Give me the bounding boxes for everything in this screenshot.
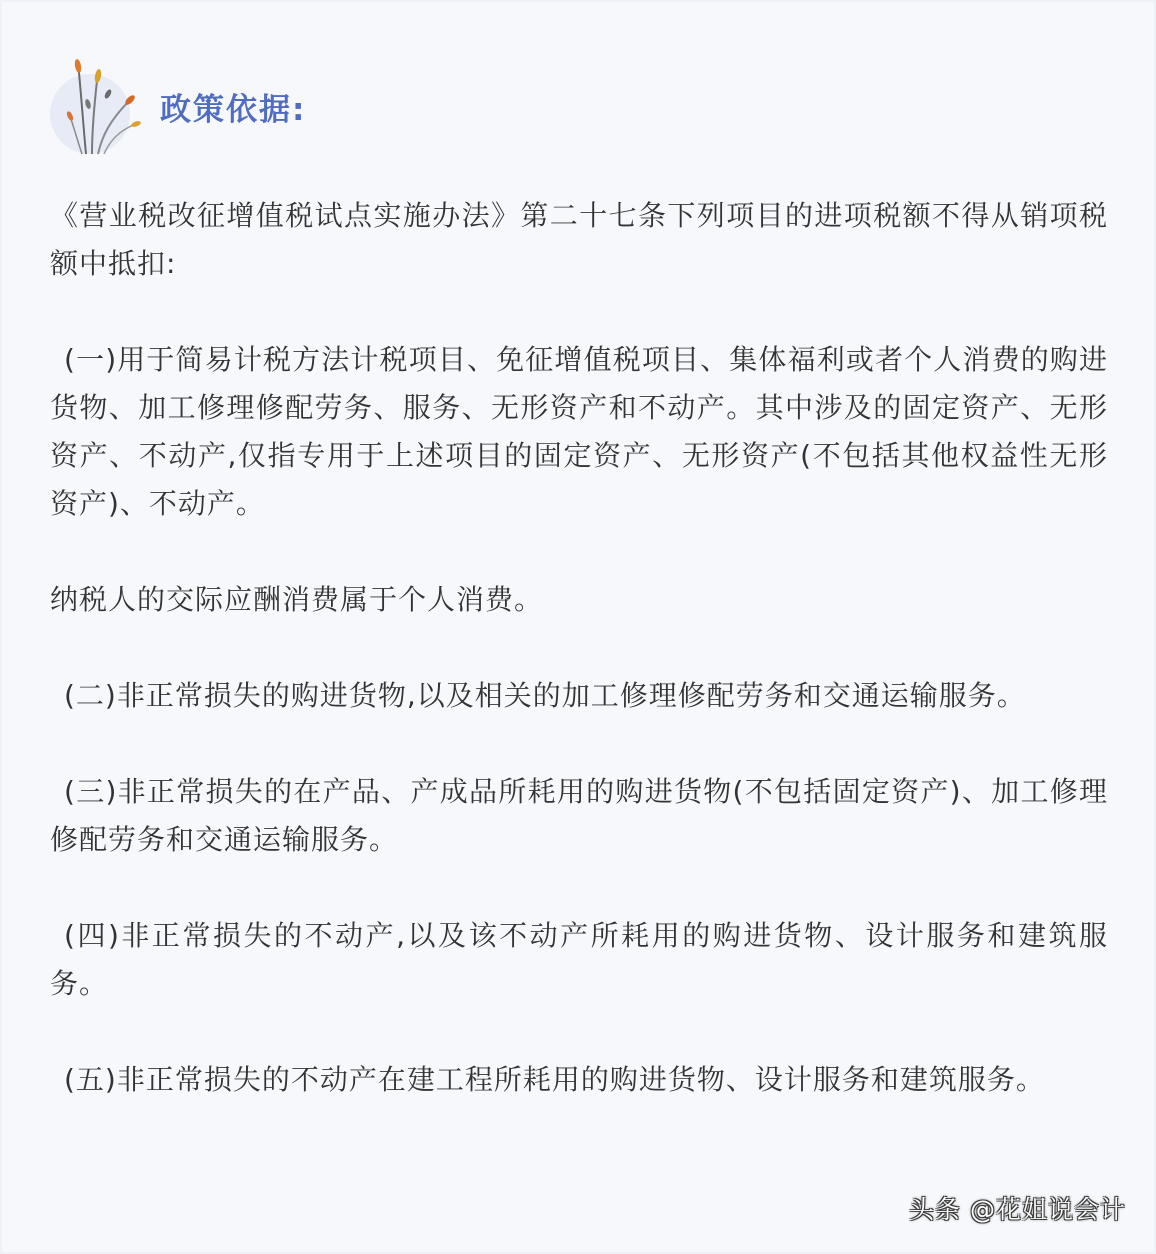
paragraph-item-4: (四)非正常损失的不动产,以及该不动产所耗用的购进货物、设计服务和建筑服务。 (50, 919, 1108, 1000)
paragraph-item-2: (二)非正常损失的购进货物,以及相关的加工修理修配劳务和交通运输服务。 (64, 679, 1026, 712)
paragraph-item-3: (三)非正常损失的在产品、产成品所耗用的购进货物(不包括固定资产)、加工修理修配劳务和交通运输服务。 (50, 775, 1108, 856)
article-body (50, 192, 1108, 1104)
section-header (48, 54, 448, 160)
watermark: 头条 @花姐说会计 (909, 1195, 1126, 1224)
reed-plant-icon (48, 54, 148, 160)
paragraph-intro: 《营业税改征增值税试点实施办法》第二十七条下列项目的进项税额不得从销项税额中抵扣: (50, 199, 1108, 280)
paragraph-note: 纳税人的交际应酬消费属于个人消费。 (50, 583, 544, 616)
paragraph-item-1: (一)用于简易计税方法计税项目、免征增值税项目、集体福利或者个人消费的购进货物、加工修理修配劳务、服务、无形资产和不动产。其中涉及的固定资产、无形资产、不动产,仅指专用于上述项目的固定资产、无形资产(不包括其他权益性无形资产)、不动产。 (50, 343, 1108, 520)
paragraph-item-5: (五)非正常损失的不动产在建工程所耗用的购进货物、设计服务和建筑服务。 (64, 1063, 1045, 1096)
page-title: 政策依据: (160, 92, 307, 128)
